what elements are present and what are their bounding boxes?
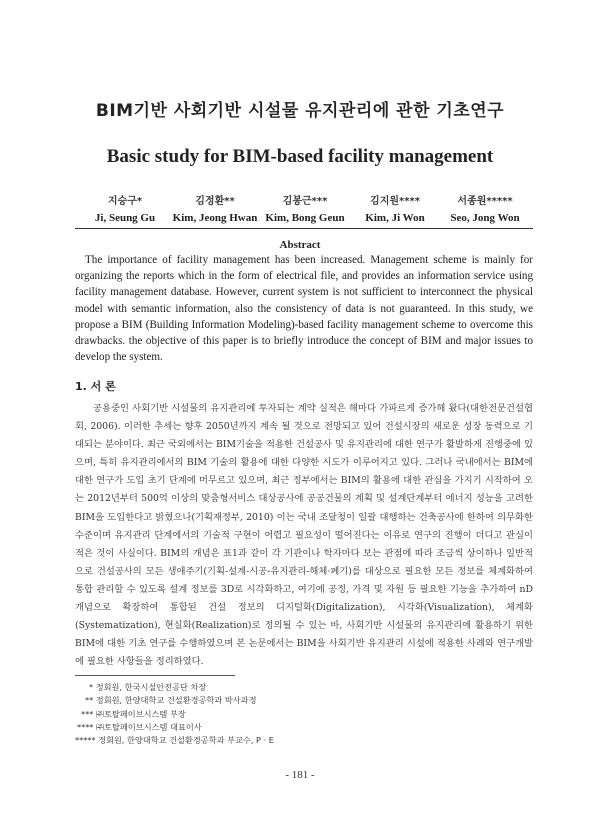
author: [170, 192, 260, 224]
footnote-divider: [75, 675, 235, 676]
footnote: *** ㈜토탈페이브시스템 부장: [81, 708, 186, 719]
author-name-en: Kim, Ji Won: [365, 212, 425, 224]
abstract-heading: Abstract: [279, 239, 321, 251]
section-heading-introduction: 1. 서 론: [75, 380, 116, 393]
author: [260, 192, 350, 224]
author-name-en: Seo, Jong Won: [450, 212, 520, 224]
author-name-en: Ji, Seung Gu: [94, 212, 156, 224]
abstract-text: The importance of facility management has been increased. Management scheme is mainly for organizing the reports which in the form of electrical file, and provides an information service using facility management database. However, current system is not sufficient to interconnect the physical model with semantic information, also the consistency of data is not guaranteed. In this study, we propose a BIM (Building Information Modeling)-based facility management scheme to overcome this drawbacks. the objective of this paper is to briefly introduce the concept of BIM and major issues to develop the system.: [75, 254, 533, 364]
korean-title: BIM기반 사회기반 시설물 유지관리에 관한 기초연구: [95, 101, 505, 121]
author: [80, 192, 170, 224]
author-list: [80, 192, 530, 224]
author-name-ko: 지승구*: [107, 196, 143, 207]
author-name-en: Kim, Bong Geun: [265, 212, 345, 224]
author-name-ko: 김정환**: [195, 196, 235, 207]
footnote: ** 정회원, 한양대학교 건설환경공학과 박사과정: [85, 695, 257, 706]
footnotes: [75, 681, 533, 747]
introduction-paragraph: 공용중인 사회기반 시설물의 유지관리에 투자되는 계약 실적은 해마다 가파르게 증가해 왔다(대한전문건설협회, 2006). 이러한 추세는 향후 2050년까지 계속 될 것으로 전망되고 있어 건설시장의 새로운 성장 동력으로 기대되는 분야이다. 최근 국외에서는 BIM기술을 적용한 건설공사 및 유지관리에 대한 연구가 활발하게 진행중에 있으며, 특히 유지관리에서의 BIM 기술의 활용에 대한 다양한 시도가 이루어지고 있다. 그러나 국내에서는 BIM에 대한 연구가 도입 초기 단계에 머무르고 있으며, 최근 정부에서는 BIM의 활용에 대한 관심을 가지기 시작하여 오는 2012년부터 500억 이상의 맞춤형서비스 대상공사에 공공건물의 계획 및 설계단계부터 에너지 성능을 고려한 BIM을 도입한다고 밝혔으나(기획재정부, 2010) 이는 국내 조달청이 일괄 대행하는 건축공사에 한하여 의무화한 수준이며 유지관리 단계에서의 기술적 구현이 어렵고 필요성이 떨어진다는 이유로 연구의 진행이 더디고 관심이 적은 것이 사실이다. BIM의 개념은 표1과 같이 각 기관이나 학자마다 보는 관점에 따라 조금씩 상이하나 일반적으로 건설공사의 모든 생애주기(기획-설계-시공-유지관리-해체·폐기)를 대상으로 필요한 모든 정보를 체계화하여 통합 관리할 수 있도록 설계 정보를 3D로 시각화하고, 여기에 공정, 가격 및 자원 등 필요한 기능을 추가하여 nD개념으로 확장하여 통합된 건설 정보의 디지털화(Digitalization), 시각화(Visualization), 체계화(Systematization), 현실화(Realization)로 정의될 수 있는 바, 사회기반 시설물의 유지관리에 활용하기 위한 BIM에 대한 기초 연구를 수행하였으며 본 논문에서는 BIM을 사회기반 유지관리 시설에 적용한 사례와 연구개발에 필요한 사항들을 정리하였다.: [75, 403, 533, 668]
author-name-ko: 김지원****: [370, 196, 420, 207]
author-name-ko: 김봉근***: [282, 196, 328, 207]
header-divider: [75, 228, 533, 229]
author: [350, 192, 440, 224]
footnote: * 정회원, 한국시설안전공단 차장: [89, 682, 207, 692]
page-number: - 181 -: [285, 769, 315, 781]
footnote: **** ㈜토탈페이브시스템 대표이사: [77, 721, 202, 732]
author-name-ko: 서종원*****: [457, 196, 513, 207]
english-title: Basic study for BIM-based facility management: [106, 146, 494, 167]
footnote: ***** 정회원, 한양대학교 건설환경공학과 부교수, P · E: [75, 735, 274, 746]
author-name-en: Kim, Jeong Hwan: [172, 212, 258, 224]
author: [440, 192, 530, 224]
